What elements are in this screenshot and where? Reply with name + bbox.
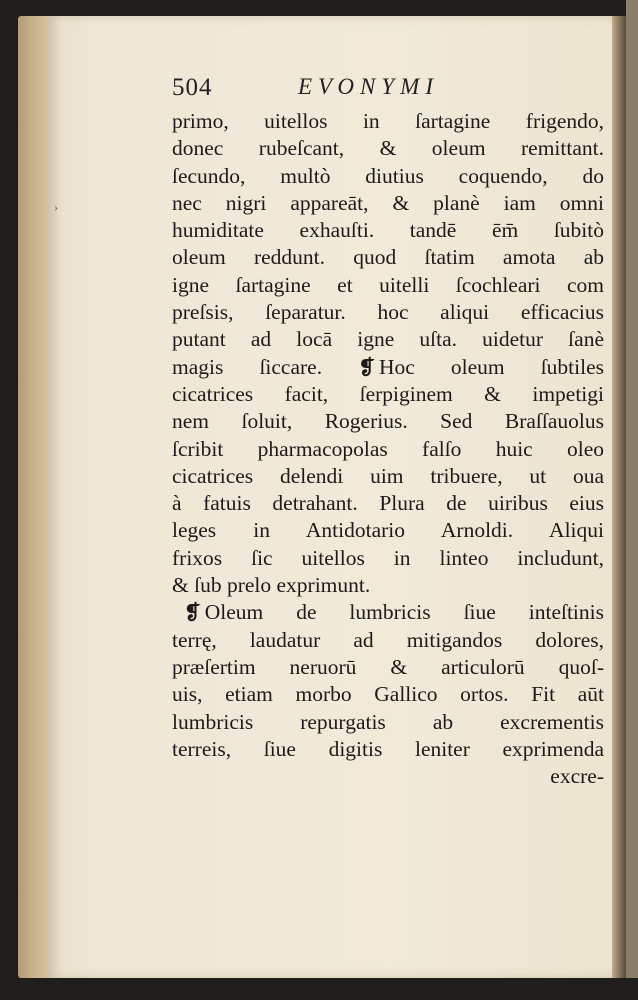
line-text: cicatrices facit, ſerpiginem & impetigi — [172, 381, 604, 406]
line-text: ſcribit pharmacopolas falſo huic oleo — [172, 436, 604, 461]
line-text: humiditate exhauſti. tandē ēm̄ ſubitò — [172, 218, 604, 243]
text-line — [172, 381, 604, 408]
text-line — [172, 654, 604, 681]
line-text: præſertim neruorū & articulorū quoſ- — [172, 654, 604, 679]
scan-border-bottom — [0, 978, 638, 1000]
text-line — [172, 163, 604, 190]
line-text: donec rubeſcant, & oleum remittant. — [172, 136, 604, 161]
line-text: ſecundo, multò diutius coquendo, do — [172, 163, 604, 188]
line-text: igne ſartagine et uitelli ſcochleari com — [172, 272, 604, 297]
pilcrow-mark: ❡ — [184, 602, 201, 625]
page-number: 504 — [172, 74, 213, 101]
text-line — [172, 736, 604, 763]
text-line — [172, 599, 604, 626]
line-text: preſsis, ſeparatur. hoc aliqui efficacius — [172, 300, 604, 325]
text-line — [172, 135, 604, 162]
line-text: nem ſoluit, Rogerius. Sed Braſſauolus — [172, 409, 604, 434]
line-text: lumbricis repurgatis ab excrementis — [172, 709, 604, 734]
page-header — [172, 74, 592, 110]
line-text: à fatuis detrahant. Plura de uiribus eius — [172, 491, 604, 516]
line-text: nec nigri appareāt, & planè iam omni — [172, 190, 604, 215]
line-text: frixos ſic uitellos in linteo includunt, — [172, 545, 604, 570]
line-text: Hoc oleum ſubtiles — [378, 354, 605, 379]
line-text: Oleum de lumbricis ſiue inteſtinis — [204, 600, 604, 625]
line-text: primo, uitellos in ſartagine frigendo, — [172, 109, 604, 133]
line-text: & ſub prelo exprimunt. — [172, 573, 371, 598]
text-line — [172, 709, 604, 736]
text-line — [172, 408, 604, 435]
running-title: EVONYMI — [298, 74, 439, 99]
text-line — [172, 681, 604, 708]
text-line — [172, 190, 604, 217]
line-text: terrę, laudatur ad mitigandos dolores, — [172, 627, 604, 652]
text-line — [172, 572, 604, 599]
text-line — [172, 436, 604, 463]
text-line — [172, 517, 604, 544]
line-text: putant ad locā igne uſta. uidetur ſanè — [172, 327, 604, 352]
text-line — [172, 217, 604, 244]
margin-mark: › — [54, 200, 58, 214]
line-text: magis ſiccare. — [172, 354, 323, 379]
line-text: oleum reddunt. quod ſtatim amota ab — [172, 245, 604, 270]
catchword: excre- — [550, 764, 604, 789]
scan-border-right — [626, 0, 638, 1000]
text-line — [172, 545, 604, 572]
text-line — [172, 463, 604, 490]
text-line — [172, 326, 604, 353]
pilcrow-mark: ❡ — [358, 356, 375, 379]
line-text: uis, etiam morbo Gallico ortos. Fit aūt — [172, 682, 604, 707]
line-text: cicatrices delendi uim tribuere, ut oua — [172, 463, 604, 488]
scan-border-left — [0, 0, 20, 1000]
body-text — [172, 108, 604, 790]
line-text: terreis, ſiue digitis leniter exprimenda — [172, 736, 604, 761]
text-line — [172, 108, 604, 135]
text-line — [172, 354, 604, 381]
text-line — [172, 299, 604, 326]
line-text: leges in Antidotario Arnoldi. Aliqui — [172, 518, 604, 543]
text-line — [172, 244, 604, 271]
text-line — [172, 490, 604, 517]
text-line — [172, 627, 604, 654]
page-edge-stack — [18, 16, 52, 978]
text-line — [172, 272, 604, 299]
